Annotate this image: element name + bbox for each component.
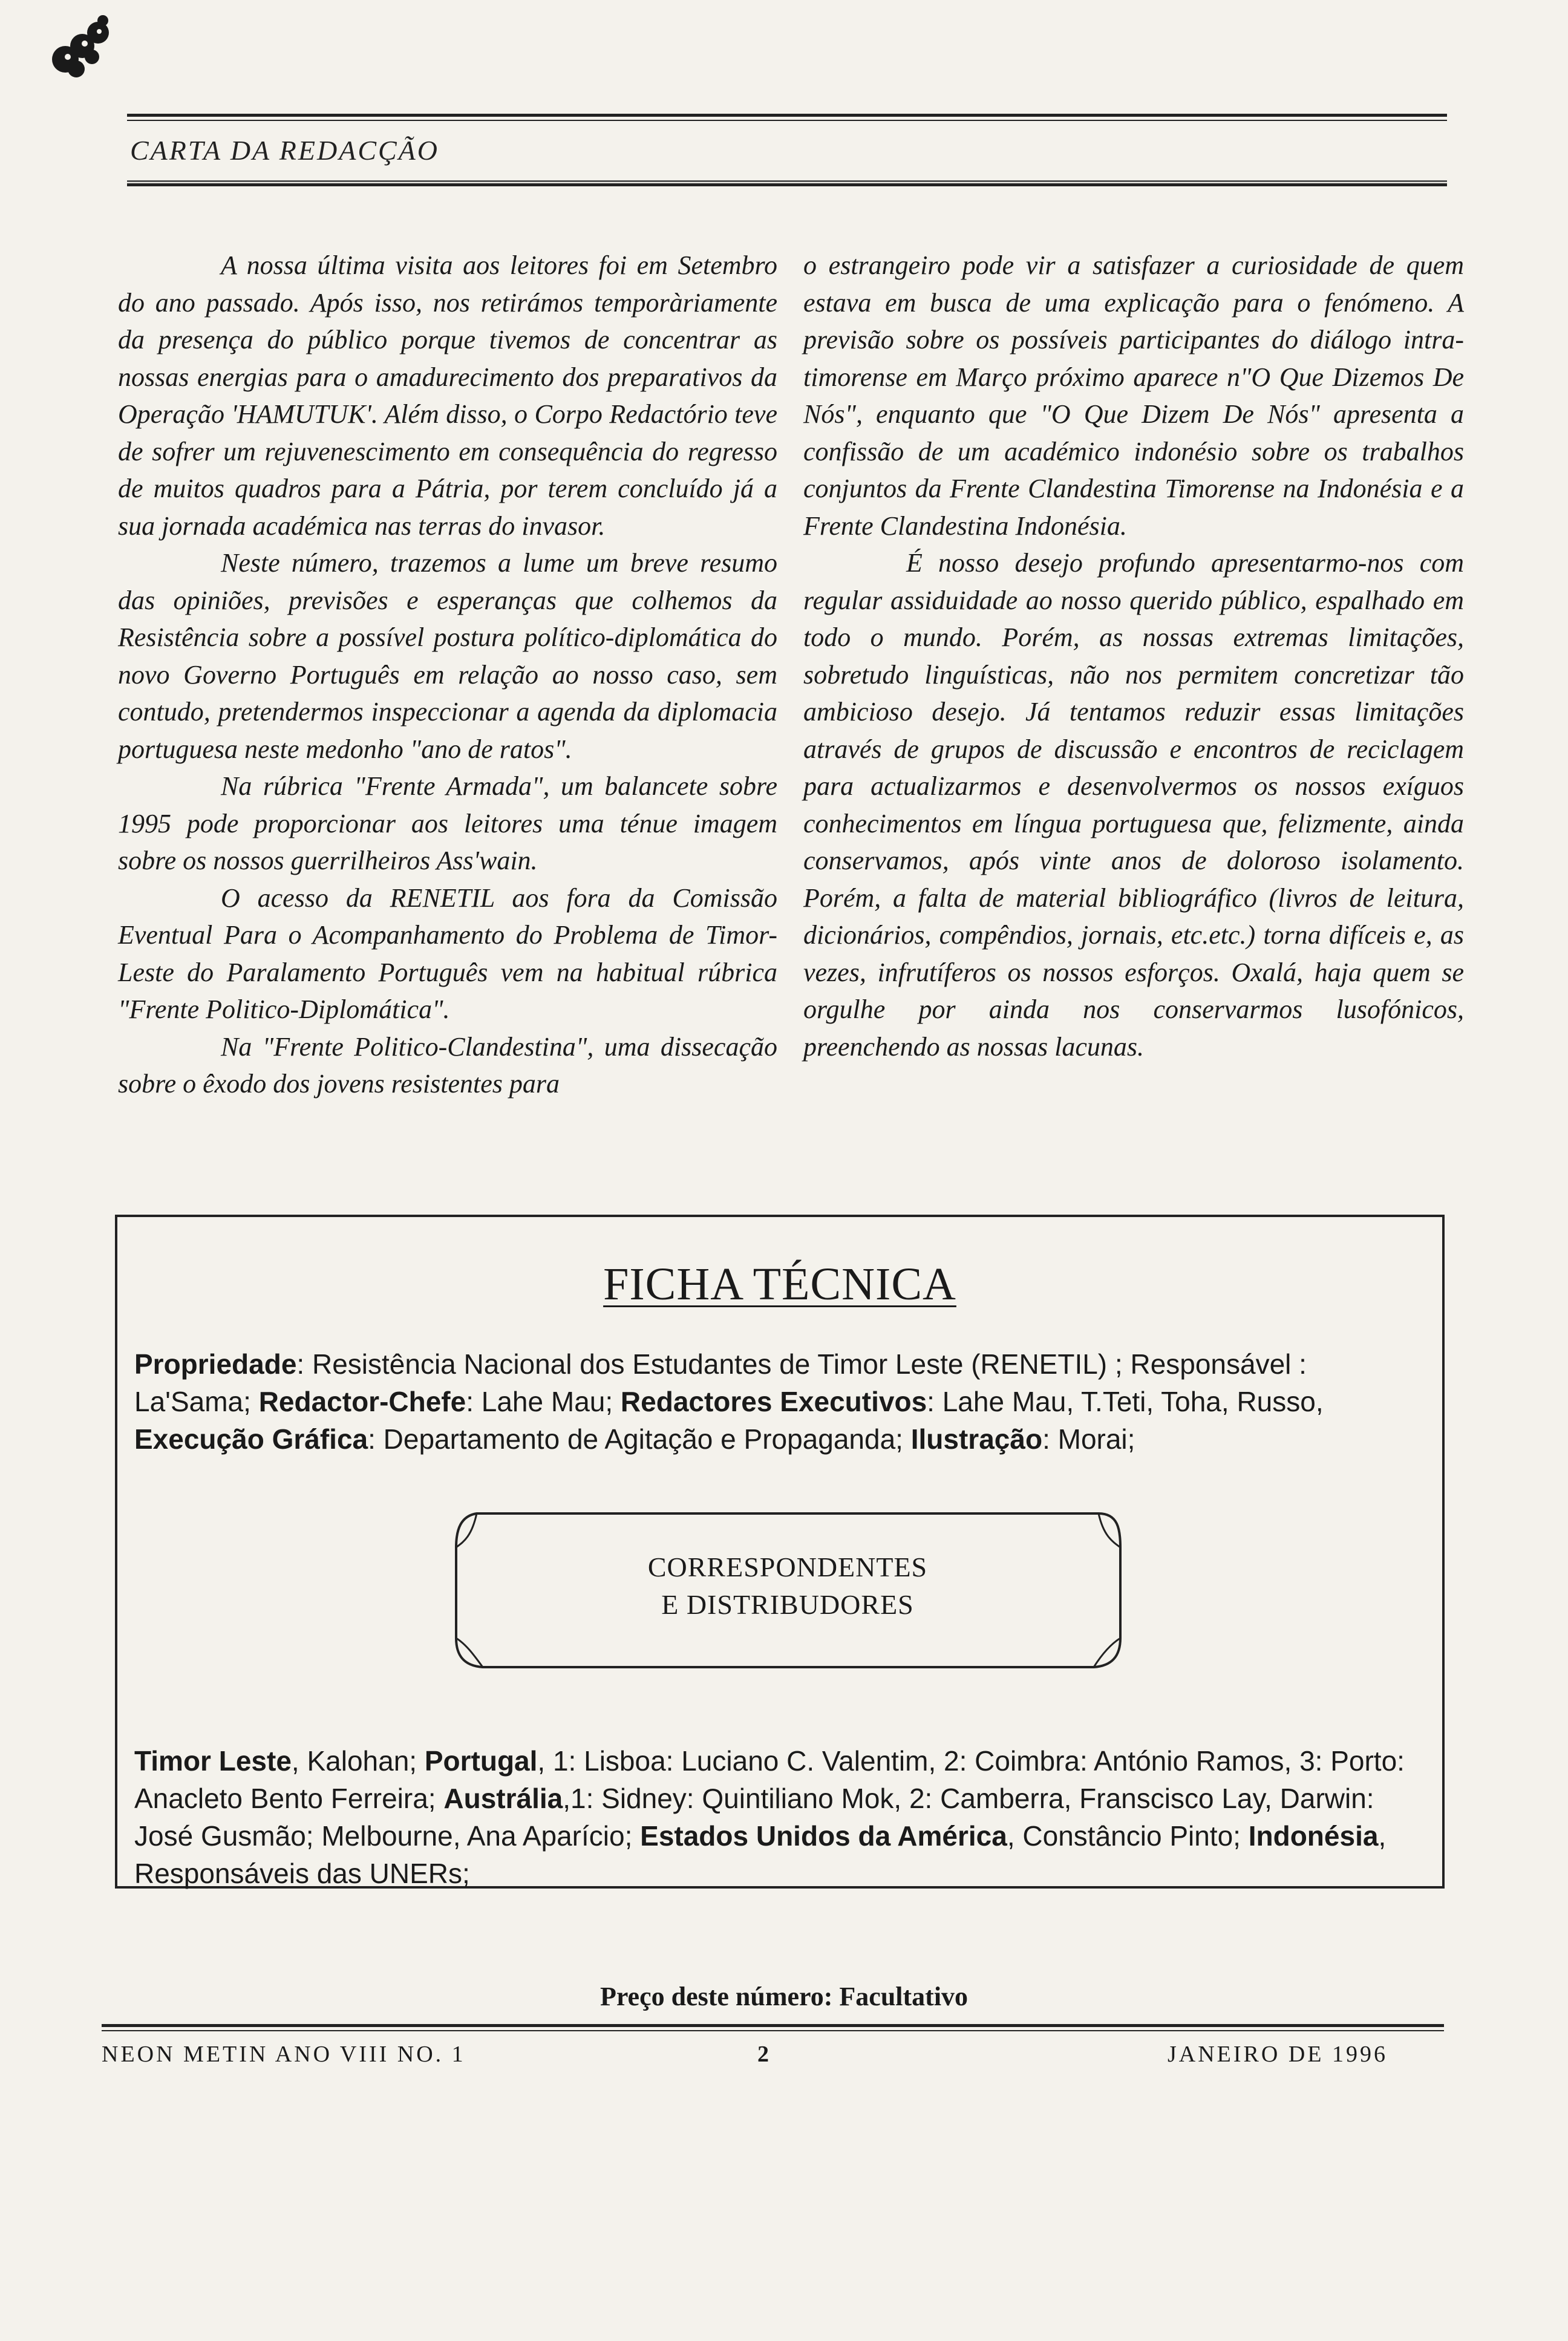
correspondent-label: Timor Leste xyxy=(134,1745,292,1777)
credit-label: Redactor-Chefe xyxy=(258,1386,466,1417)
header-rule-bottom-thick xyxy=(127,183,1447,186)
article-paragraph: O acesso da RENETIL aos fora da Comissão Eventual Para o Acompanhamento do Problema de Timor-Leste do Paralamento Português vem na habitual rúbrica "Frente Politico-Diplomática". xyxy=(118,883,777,1024)
credits-text xyxy=(134,1345,1412,1458)
credit-label: Propriedade xyxy=(134,1348,297,1380)
correspondents-title-line: E DISTRIBUDORES xyxy=(661,1589,914,1620)
correspondents-title xyxy=(452,1549,1123,1624)
correspondent-value: , 1: Lisboa: Luciano C. Valentim, 2: Coimbra: António Ramos, 3: Porto: Anacleto Bento Ferreira; xyxy=(134,1745,1405,1814)
header-rule-top xyxy=(127,114,1447,117)
logo-stamp-icon xyxy=(42,12,121,91)
footer-publication: NEON METIN ANO VIII NO. 1 xyxy=(102,2042,466,2067)
article-paragraph: Na "Frente Politico-Clandestina", uma dissecação sobre o êxodo dos jovens resistentes para xyxy=(118,1031,777,1099)
correspondent-label: Estados Unidos da América xyxy=(640,1820,1007,1852)
credit-value: : Morai; xyxy=(1042,1423,1135,1455)
credit-value: : Lahe Mau, T.Teti, Toha, Russo, xyxy=(927,1386,1324,1417)
article-paragraph: É nosso desejo profundo apresentarmo-nos com regular assiduidade ao nosso querido público, espalhado em todo o mundo. Porém, as nossas extremas limitações, sobretudo linguísticas, não nos permitem concretizar tão ambicioso desejo. Já tentamos reduzir essas limitações através de grupos de discussão e encontros de reciclagem para actualizarmos e desenvolvermos os nossos exíguos conhecimentos em língua portuguesa que, felizmente, ainda conservamos, após vinte anos de doloroso isolamento. Porém, a falta de material bibliográfico (livros de leitura, dicionários, compêndios, jornais, etc.etc.) torna difíceis e, as vezes, infrutíferos os nossos esforços. Oxalá, haja quem se orgulhe por ainda nos conservarmos lusofónicos, preenchendo as nossas lacunas. xyxy=(803,548,1464,1062)
correspondent-label: Portugal xyxy=(424,1745,538,1777)
credit-label: Ilustração xyxy=(910,1423,1043,1455)
correspondents-text xyxy=(134,1742,1412,1892)
footer-date: JANEIRO DE 1996 xyxy=(1168,2042,1388,2067)
correspondent-value: , Constâncio Pinto; xyxy=(1007,1820,1249,1852)
header-rule-top-thin xyxy=(127,120,1447,121)
ficha-title: FICHA TÉCNICA xyxy=(603,1259,956,1310)
credit-value: : Resistência Nacional dos Estudantes de Timor Leste (RENETIL) ; Responsável : La'Sama; xyxy=(134,1348,1307,1417)
correspondent-value: , Kalohan; xyxy=(291,1745,425,1777)
footer-rule-top-thin xyxy=(102,2030,1444,2031)
credit-value: : Lahe Mau; xyxy=(466,1386,621,1417)
article-paragraph: Na rúbrica "Frente Armada", um balancete sobre 1995 pode proporcionar aos leitores uma ténue imagem sobre os nossos guerrilheiros Ass'wain. xyxy=(118,771,777,875)
correspondent-label: Indonésia xyxy=(1248,1820,1379,1852)
credit-value: : Departamento de Agitação e Propaganda; xyxy=(368,1423,911,1455)
correspondents-frame xyxy=(452,1511,1123,1670)
correspondent-value: , Responsáveis das UNERs; xyxy=(134,1820,1387,1889)
section-label: CARTA DA REDACÇÃO xyxy=(130,135,439,166)
credit-label: Redactores Executivos xyxy=(620,1386,927,1417)
issue-price: Preço deste número: Facultativo xyxy=(599,1982,969,2011)
correspondents-title-line: CORRESPONDENTES xyxy=(647,1552,928,1582)
article-paragraph: A nossa última visita aos leitores foi em Setembro do ano passado. Após isso, nos retirámos temporàriamente da presença do público porque tivemos de concentrar as nossas energias para o amadurecimento dos preparativos da Operação 'HAMUTUK'. Além disso, o Corpo Redactório teve de sofrer um rejuvenescimento em consequência do regresso de muitos quadros para a Pátria, por terem concluído já a sua jornada académica nas terras do invasor. xyxy=(118,250,777,541)
correspondent-value: ,1: Sidney: Quintiliano Mok, 2: Camberra, Franscisco Lay, Darwin: José Gusmão; Melbourne, Ana Aparício; xyxy=(134,1783,1374,1852)
footer-page-number: 2 xyxy=(757,2042,771,2067)
footer-rule-top xyxy=(102,2024,1444,2027)
article-paragraph: Neste número, trazemos a lume um breve resumo das opiniões, previsões e esperanças que colhemos da Resistência sobre a possível postura político-diplomática do novo Governo Português em relação ao nosso caso, sem contudo, pretendermos inspeccionar a agenda da diplomacia portuguesa neste medonho "ano de ratos". xyxy=(118,548,777,764)
article-right-column xyxy=(803,247,1464,1065)
correspondent-label: Austrália xyxy=(443,1783,563,1814)
credit-label: Execução Gráfica xyxy=(134,1423,368,1455)
article-left-column xyxy=(118,247,777,1103)
header-rule-bottom xyxy=(127,180,1447,182)
article-paragraph: o estrangeiro pode vir a satisfazer a curiosidade de quem estava em busca de uma explicação para o fenómeno. A previsão sobre os possíveis participantes do diálogo intra-timorense em Março próximo aparece n"O Que Dizemos De Nós", enquanto que "O Que Dizem De Nós" apresenta a confissão de um académico indonésio sobre os trabalhos conjuntos da Frente Clandestina Timorense na Indonésia e a Frente Clandestina Indonésia. xyxy=(803,250,1464,541)
